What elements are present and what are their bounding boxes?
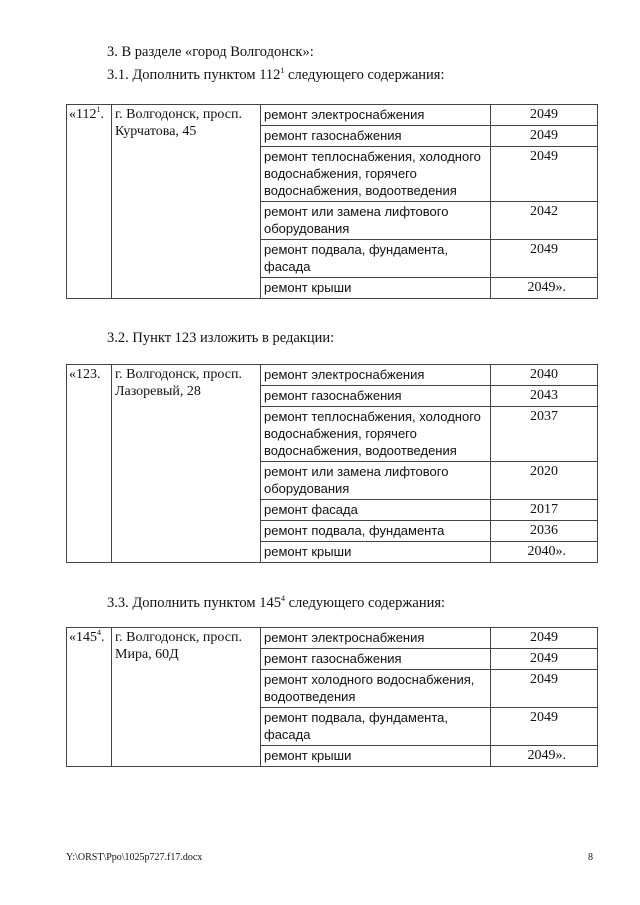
footer-page-number: 8 xyxy=(588,852,593,863)
work-cell: ремонт теплоснабжения, холодного водоснабжения, горячего водоснабжения, водоотведения xyxy=(261,407,491,462)
address-cell: г. Волгодонск, просп. Мира, 60Д xyxy=(112,628,261,767)
intro-text-tail: следующего содержания: xyxy=(284,595,446,611)
work-cell: ремонт крыши xyxy=(261,278,491,299)
work-cell: ремонт электроснабжения xyxy=(261,365,491,386)
work-cell: ремонт крыши xyxy=(261,542,491,563)
year-cell: 2042 xyxy=(491,202,598,240)
year-cell: 2049 xyxy=(491,147,598,202)
work-cell: ремонт газоснабжения xyxy=(261,649,491,670)
work-cell: ремонт подвала, фундамента, фасада xyxy=(261,240,491,278)
year-cell: 2036 xyxy=(491,521,598,542)
year-cell: 2043 xyxy=(491,386,598,407)
section-intro xyxy=(107,330,334,347)
item-number: «123. xyxy=(67,365,112,563)
housing-table-3 xyxy=(66,627,598,767)
work-cell: ремонт электроснабжения xyxy=(261,628,491,649)
work-cell: ремонт подвала, фундамента, фасада xyxy=(261,708,491,746)
section-intro xyxy=(107,67,445,84)
intro-text: 3.1. Дополнить пунктом 112 xyxy=(107,67,281,83)
item-number: «$145^4$. xyxy=(67,628,112,767)
address-cell: г. Волгодонск, просп. Курчатова, 45 xyxy=(112,105,261,299)
year-cell: 2049». xyxy=(491,746,598,767)
work-cell: ремонт крыши xyxy=(261,746,491,767)
work-cell: ремонт теплоснабжения, холодного водоснабжения, горячего водоснабжения, водоотведения xyxy=(261,147,491,202)
work-cell: ремонт холодного водоснабжения, водоотведения xyxy=(261,670,491,708)
year-cell: 2040 xyxy=(491,365,598,386)
table-row xyxy=(67,365,598,386)
address-cell: г. Волгодонск, просп. Лазоревый, 28 xyxy=(112,365,261,563)
item-number: «$112^1$. xyxy=(67,105,112,299)
year-cell: 2049 xyxy=(491,240,598,278)
intro-text-tail: следующего содержания: xyxy=(284,67,445,83)
work-cell: ремонт или замена лифтового оборудования xyxy=(261,462,491,500)
year-cell: 2017 xyxy=(491,500,598,521)
work-cell: ремонт или замена лифтового оборудования xyxy=(261,202,491,240)
work-cell: ремонт газоснабжения xyxy=(261,386,491,407)
table-row xyxy=(67,628,598,649)
year-cell: 2049 xyxy=(491,105,598,126)
work-cell: ремонт газоснабжения xyxy=(261,126,491,147)
footer-file-path: Y:\ORST\Ppo\1025p727.f17.docx xyxy=(66,852,203,863)
work-cell: ремонт электроснабжения xyxy=(261,105,491,126)
intro-text: 3.3. Дополнить пунктом 145 xyxy=(107,595,281,611)
work-cell: ремонт фасада xyxy=(261,500,491,521)
housing-table-2 xyxy=(66,364,598,563)
year-cell: 2037 xyxy=(491,407,598,462)
year-cell: 2049 xyxy=(491,708,598,746)
year-cell: 2049 xyxy=(491,670,598,708)
year-cell: 2020 xyxy=(491,462,598,500)
intro-text: 3.2. Пункт 123 изложить в редакции: xyxy=(107,330,335,346)
work-cell: ремонт подвала, фундамента xyxy=(261,521,491,542)
document-heading: 3. В разделе «город Волгодонск»: xyxy=(107,44,314,60)
year-cell: 2049». xyxy=(491,278,598,299)
intro-superscript: 4 xyxy=(280,594,285,603)
year-cell: 2049 xyxy=(491,126,598,147)
intro-superscript: 1 xyxy=(280,66,285,75)
year-cell: 2049 xyxy=(491,628,598,649)
section-intro xyxy=(107,595,445,612)
housing-table-1 xyxy=(66,104,598,299)
year-cell: 2049 xyxy=(491,649,598,670)
year-cell: 2040». xyxy=(491,542,598,563)
table-row xyxy=(67,105,598,126)
